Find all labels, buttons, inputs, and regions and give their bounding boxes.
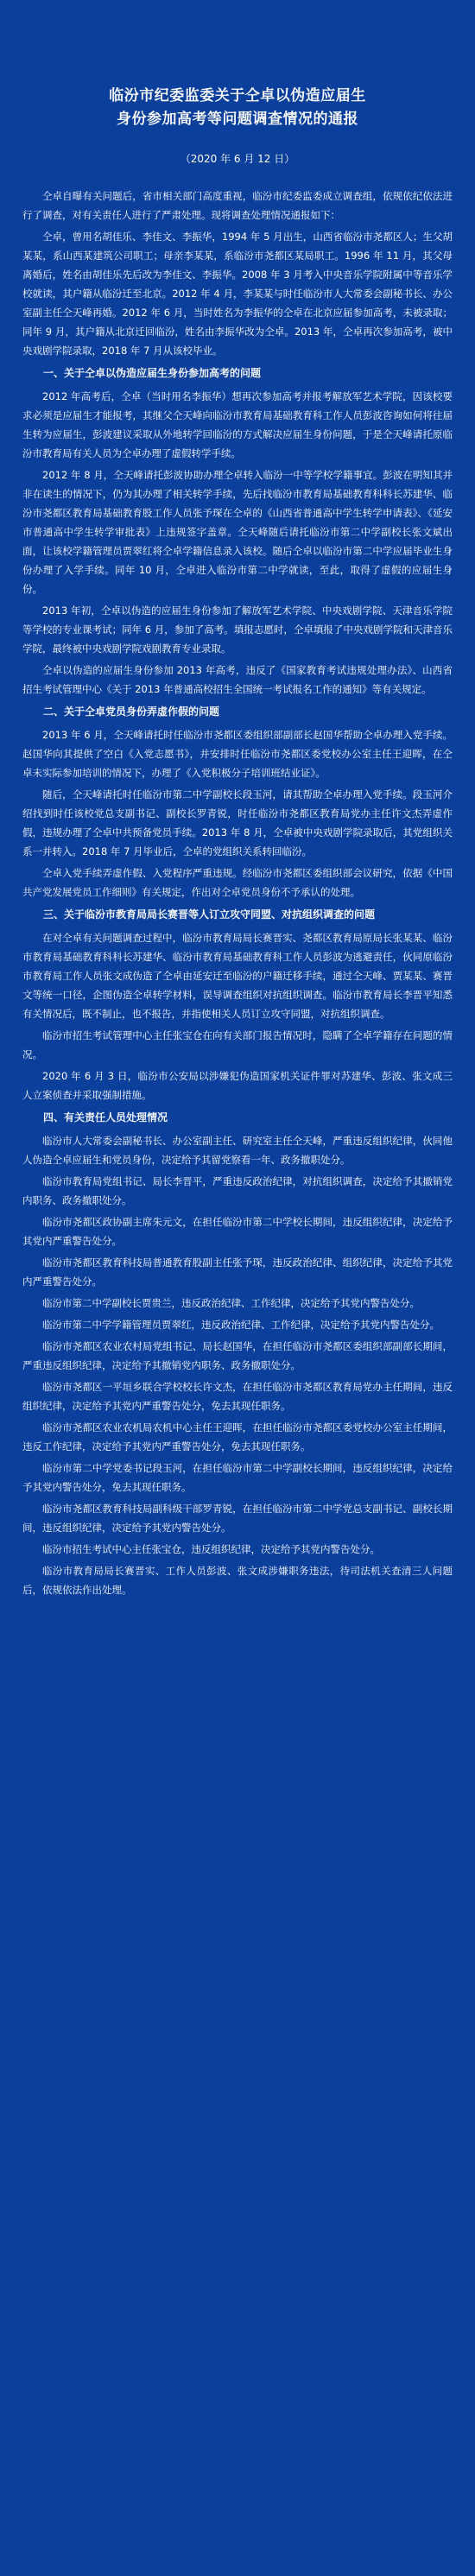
section-heading-4: 四、有关责任人员处理情况	[43, 1111, 168, 1123]
section3-paragraph: 临汾市招生考试管理中心主任张宝仓在向有关部门报告情况时，隐瞒了仝卓学籍存在问题的情况。	[22, 1029, 453, 1060]
section4-paragraph: 临汾市第二中学学籍管理员贾翠红，违反政治纪律、工作纪律，决定给予其党内警告处分。	[42, 1319, 440, 1331]
bottom-spacer	[22, 1602, 453, 1654]
section4-paragraph: 临汾市尧都区农业农机局农机中心主任王迎晖，在担任临汾市尧都区委党校办公室主任期间，违反工作纪律，决定给予其党内严重警告处分，免去其现任职务。	[22, 1421, 453, 1453]
section4-paragraph: 临汾市尧都区教育科技局普通教育股副主任张予琛，违反政治纪律、组织纪律，决定给予其党内严重警告处分。	[22, 1256, 453, 1288]
section2-paragraph: 仝卓入党手续弄虚作假、入党程序严重违规。经临汾市尧都区委组织部会议研究，依据《中国共产党发展党员工作细则》有关规定，作出对仝卓党员身份不予承认的处理。	[22, 867, 453, 898]
title-line-2: 身份参加高考等问题调查情况的通报	[117, 111, 358, 128]
intro-paragraph: 仝卓，曾用名胡佳乐、李佳文、李振华，1994 年 5 月出生，山西省临汾市尧都区人；生父胡某某，系山西某建筑公司职工；母亲李某某，系临汾市尧都区某局职工。1996 年 11 月，其父母离婚后，姓名由胡佳乐先后改为李佳文、李振华。2008 年 3 月考入中央音乐学院附属中等音乐学校就读，其户籍从临汾迁至北京。2012 年 4 月，李某某与时任临汾市人大常委会副秘书长、办公室副主任仝天峰再婚。2012 年 6 月，当时姓名为李振华的仝卓在北京应届参加高考，未被录取；同年 9 月，其户籍从北京迁回临汾，姓名由李振华改为仝卓。2013 年，仝卓再次参加高考，被中央戏剧学院录取，2018 年 7 月从该校毕业。	[22, 231, 453, 357]
notice-title	[22, 85, 453, 131]
section-heading-2: 二、关于仝卓党员身份弄虚作假的问题	[43, 706, 220, 718]
section4-paragraph: 临汾市尧都区政协副主席朱元文，在担任临汾市第二中学校长期间，违反组织纪律，决定给予其党内严重警告处分。	[22, 1216, 453, 1247]
section1-paragraph: 2013 年初，仝卓以伪造的应届生身份参加了解放军艺术学院、中央戏剧学院、天津音乐学院等学校的专业课考试；同年 6 月，参加了高考。填报志愿时，仝卓填报了中央戏剧学院和天津音乐学院，最终被中央戏剧学院戏剧教育专业录取。	[22, 604, 453, 655]
section4-paragraph: 临汾市尧都区一平垣乡联合学校校长许文杰，在担任临汾市尧都区教育局党办主任期间，违反组织纪律，决定给予其党内严重警告处分，免去其现任职务。	[22, 1381, 453, 1412]
intro-paragraph: 仝卓自曝有关问题后，省市相关部门高度重视，临汾市纪委监委成立调查组，依规依纪依法进行了调查，对有关责任人进行了严肃处理。现将调查处理情况通报如下：	[22, 190, 453, 221]
section4-paragraph: 临汾市教育局局长赛晋实、工作人员彭波、张文成涉嫌职务违法，待司法机关查清三人问题后，依规依法作出处理。	[22, 1565, 453, 1596]
section1-paragraph: 2012 年 8 月，仝天峰请托彭波协助办理仝卓转入临汾一中等学校学籍事宜。彭波在明知其并非在读生的情况下，仍为其办理了相关转学手续，先后找临汾市教育局基础教育科科长苏建华、临汾市尧都区教育局基础教育股工作人员张予琛在仝卓的《山西省普通高中学生转学申请表》、《延安市普通高中学生转学审批表》上违规签字盖章。仝天峰随后请托临汾市第二中学副校长张文斌出面，让该校学籍管理员贾翠红将仝卓学籍信息录入该校。随后仝卓以临汾市第二中学应届毕业生身份办理了入学手续。同年 10 月，仝卓进入临汾市第二中学就读，至此，取得了虚假的应届生身份。	[22, 469, 453, 595]
section4-paragraph: 临汾市第二中学副校长贾贵兰，违反政治纪律、工作纪律，决定给予其党内警告处分。	[42, 1297, 420, 1309]
section1-paragraph: 仝卓以伪造的应届生身份参加 2013 年高考，违反了《国家教育考试违规处理办法》、山西省招生考试管理中心《关于 2013 年普通高校招生全国统一考试报名工作的通知》等有关规定。	[22, 664, 453, 695]
section3-paragraph: 2020 年 6 月 3 日，临汾市公安局以涉嫌犯伪造国家机关证件罪对苏建华、彭波、张文成三人立案侦查并采取强制措施。	[22, 1070, 453, 1101]
notice-date: （2020 年 6 月 12 日）	[180, 153, 295, 165]
section4-paragraph: 临汾市尧都区农业农村局党组书记、局长赵国华，在担任临汾市尧都区委组织部副部长期间，严重违反组织纪律，决定给予其撤销党内职务、政务撤职处分。	[22, 1340, 453, 1371]
section2-paragraph: 随后，仝天峰请托时任临汾市第二中学副校长段玉河，请其帮助仝卓办理入党手续。段玉河介绍找到时任该校党总支副书记、副校长罗青锐，时任临汾市尧都区教育局党办主任许文杰弄虚作假，违规办理了仝卓中共预备党员手续。2013 年 8 月，仝卓被中央戏剧学院录取后，其党组织关系一并转入。2018 年 7 月毕业后，仝卓的党组织关系转回临汾。	[22, 788, 453, 858]
section1-paragraph: 2012 年高考后，仝卓（当时用名李振华）想再次参加高考并报考解放军艺术学院，因该校要求必须是应届生才能报考，其继父仝天峰向临汾市教育局基础教育科工作人员彭波咨询如何将往届生转为应届生，彭波建议采取从外地转学回临汾的方式解决应届生身份问题，于是仝天峰请托原临汾市教育局有关人员为仝卓办理了虚假转学手续。	[22, 390, 453, 459]
section-heading-1: 一、关于仝卓以伪造应届生身份参加高考的问题	[43, 367, 262, 379]
title-line-1: 临汾市纪委监委关于仝卓以伪造应届生	[109, 87, 366, 104]
section4-paragraph: 临汾市招生考试中心主任张宝仓，违反组织纪律，决定给予其党内警告处分。	[42, 1543, 380, 1555]
section4-paragraph: 临汾市教育局党组书记、局长李晋平，严重违反政治纪律，对抗组织调查，决定给予其撤销党内职务、政务撤职处分。	[22, 1175, 453, 1206]
section4-paragraph: 临汾市人大常委会副秘书长、办公室副主任、研究室主任仝天峰，严重违反组织纪律，伙同他人伪造仝卓应届生和党员身份，决定给予其留党察看一年、政务撤职处分。	[22, 1135, 453, 1166]
section4-paragraph: 临汾市尧都区教育科技局副科级干部罗青锐，在担任临汾市第二中学党总支副书记、副校长期间，违反组织纪律，决定给予其党内警告处分。	[22, 1503, 453, 1534]
section-heading-3: 三、关于临汾市教育局局长赛晋等人订立攻守同盟、对抗组织调查的问题	[43, 908, 376, 921]
section4-paragraph: 临汾市第二中学党委书记段玉河，在担任临汾市第二中学副校长期间，违反组织纪律，决定给予其党内警告处分，免去其现任职务。	[22, 1462, 453, 1493]
section2-paragraph: 2013 年 6 月，仝天峰请托时任临汾市尧都区委组织部副部长赵国华帮助仝卓办理入党手续。赵国华向其提供了空白《入党志愿书》，并安排时任临汾市尧都区委党校办公室主任王迎晖，在仝卓未实际参加培训的情况下，办理了《入党积极分子培训班结业证》。	[22, 729, 453, 779]
section3-paragraph: 在对仝卓有关问题调查过程中，临汾市教育局局长赛晋实、尧都区教育局原局长张某某、临汾市教育局基础教育科科长苏建华、临汾市教育局基础教育科工作人员彭波为逃避责任，伙同原临汾市教育局工作人员张文成伪造了仝卓由延安迁至临汾的户籍迁移手续，通过仝天峰、贾某某、赛晋文等统一口径，企图伪造仝卓转学材料，误导调查组织对抗组织调查。临汾市教育局长李晋平知悉有关情况后，既不制止，也不报告，并指使相关人员订立攻守同盟，对抗组织调查。	[22, 932, 453, 1020]
